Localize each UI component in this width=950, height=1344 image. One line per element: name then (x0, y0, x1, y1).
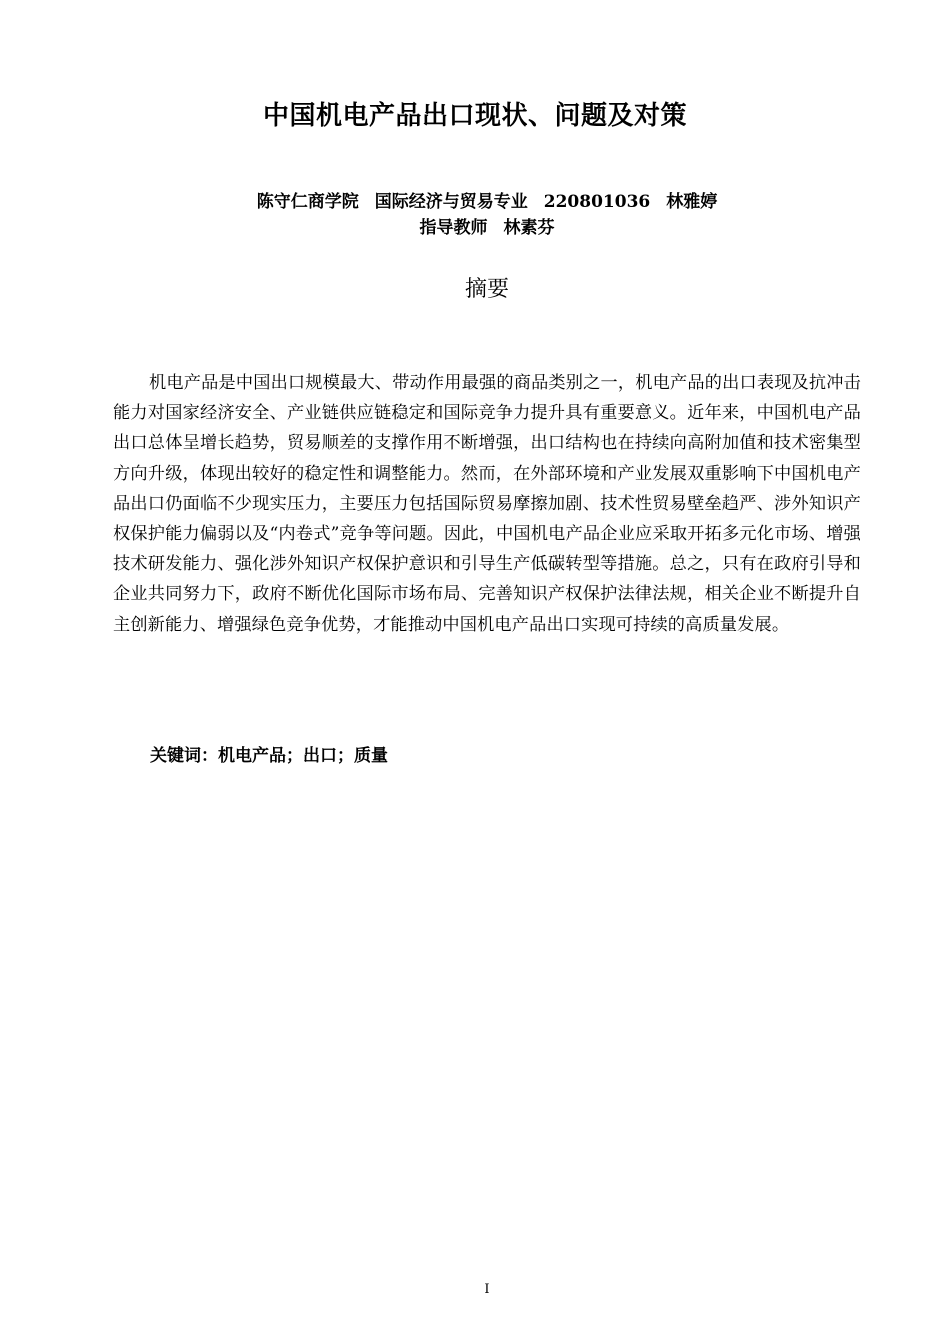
paper-title: 中国机电产品出口现状、问题及对策 (262, 101, 687, 131)
page-number: I (484, 1282, 490, 1297)
abstract-body: 机电产品是中国出口规模最大、带动作用最强的商品类别之一，机电产品的出口表现及抗冲击能力对国家经济安全、产业链供应链稳定和国际竞争力提升具有重要意义。近年来，中国机电产品出口总体呈增长趋势，贸易顺差的支撑作用不断增强，出口结构也在持续向高附加值和技术密集型方向升级，体现出较好的稳定性和调整能力。然而，在外部环境和产业发展双重影响下中国机电产品出口仍面临不少现实压力，主要压力包括国际贸易摩擦加剧、技术性贸易壁垒趋严、涉外知识产权保护能力偏弱以及“内卷式”竞争等问题。因此，中国机电产品企业应采取开拓多元化市场、增强技术研发能力、强化涉外知识产权保护意识和引导生产低碳转型等措施。总之，只有在政府引导和企业共同努力下，政府不断优化国际市场布局、完善知识产权保护法律法规，相关企业不断提升自主创新能力、增强绿色竞争优势，才能推动中国机电产品出口实现可持续的高质量发展。 (113, 373, 861, 635)
author-student-id: 220801036 (543, 192, 651, 212)
keywords-line: 关键词：机电产品；出口；质量 (150, 746, 388, 766)
author-info-line (12, 191, 950, 213)
advisor-line (12, 217, 950, 239)
advisor-label: 指导教师 (419, 218, 488, 238)
advisor-name: 林素芬 (503, 218, 555, 238)
abstract-heading: 摘要 (464, 277, 509, 302)
author-major: 国际经济与贸易专业 (374, 192, 528, 212)
author-name: 林雅婷 (666, 192, 718, 212)
author-school: 陈守仁商学院 (256, 192, 359, 212)
